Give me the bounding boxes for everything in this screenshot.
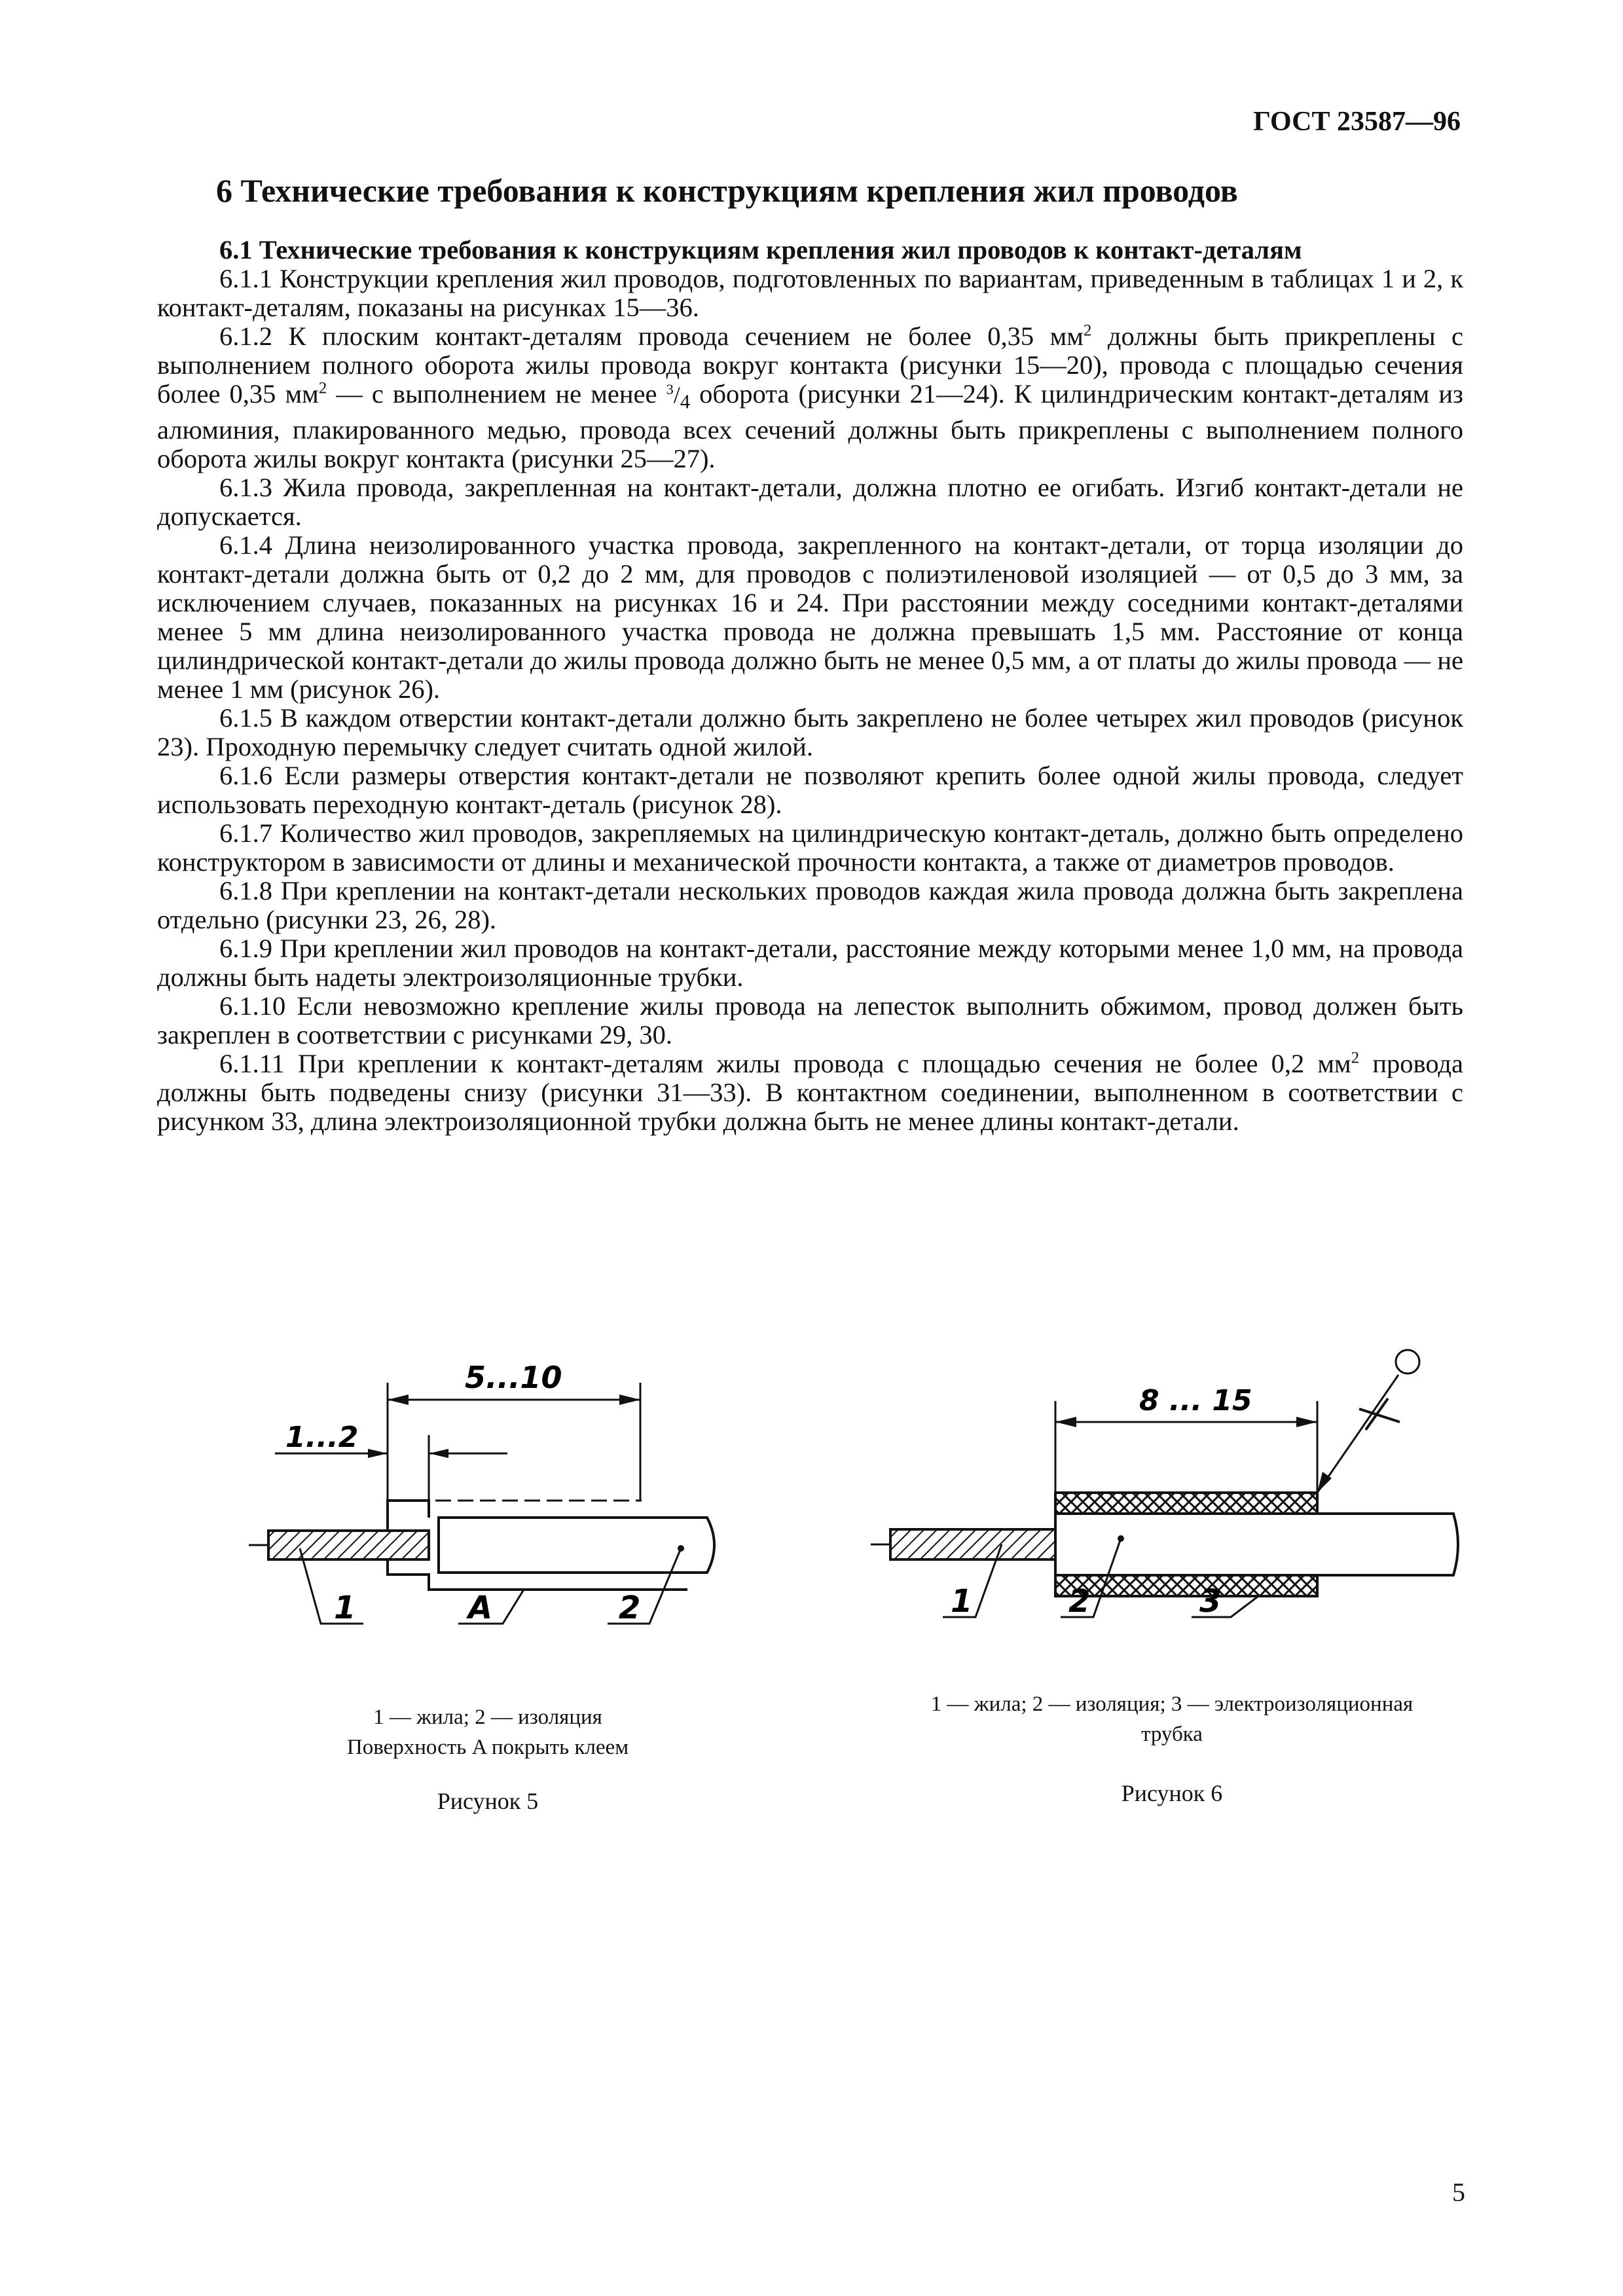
- paragraph-6-1-2: [157, 322, 1463, 473]
- wire-core: [890, 1529, 1055, 1559]
- leader-dot: [678, 1545, 684, 1552]
- subsection-title: 6.1 Технические требования к конструкциям крепления жил проводов к контакт-деталям: [219, 235, 1302, 264]
- arrowhead: [1055, 1417, 1076, 1427]
- text-span: 6.1.11 При креплении к контакт-деталям жилы провода с площадью сечения не более 0,2 мм: [219, 1049, 1351, 1079]
- figure-5-label-2: 2: [619, 1590, 641, 1626]
- text-span: провода должны быть подведены снизу (рисунки 31—33). В контактном соединении, выполненном в соответствии с рисунком 33, длина электроизоляционной трубки должна быть не менее длины контакт-детали.: [157, 1049, 1464, 1137]
- figure-5-drawing: [249, 1322, 759, 1689]
- section-title: 6 Технические требования к конструкциям крепления жил проводов: [216, 172, 1238, 209]
- dimension-label-top: 8 ... 15: [1139, 1384, 1252, 1417]
- arrowhead: [1296, 1417, 1317, 1427]
- figure-6-caption: [877, 1689, 1467, 1749]
- fraction-denominator: 4: [680, 390, 691, 413]
- arrowhead: [368, 1449, 388, 1458]
- page-number: 5: [1452, 2178, 1465, 2207]
- caption-line: 1 — жила; 2 — изоляция: [373, 1705, 602, 1729]
- wire-insulation: [1055, 1514, 1458, 1575]
- insulating-tube-bottom: [1055, 1575, 1317, 1596]
- mark-circle: [1396, 1350, 1419, 1374]
- superscript: 2: [1083, 321, 1092, 340]
- dimension-label-left: 1...2: [285, 1421, 359, 1454]
- arrowhead: [388, 1394, 409, 1405]
- text-span: оборота (рисунки 21—24). К цилиндрическим контакт-деталям из алюминия, плакированного медью, провода всех сечений должны быть прикреплены с выполнением полного оборота жилы вокруг контакта (рисунки 25—27).: [157, 379, 1463, 474]
- figure-6-drawing: [871, 1349, 1486, 1689]
- superscript: 2: [1351, 1049, 1360, 1067]
- paragraph-6-1-9: 6.1.9 При креплении жил проводов на контакт-детали, расстояние между которыми менее 1,0 мм, на провода должны быть надеты электроизоляционные трубки.: [157, 934, 1463, 993]
- text-span: — с выполнением не менее: [327, 379, 666, 409]
- paragraph-6-1-8: 6.1.8 При креплении на контакт-детали нескольких проводов каждая жила провода должна быть закреплена отдельно (рисунки 23, 26, 28).: [157, 876, 1463, 935]
- caption-line: трубка: [1141, 1722, 1203, 1746]
- contact-step: [388, 1501, 429, 1531]
- figure-6-title: Рисунок 6: [1121, 1780, 1223, 1806]
- superscript: 2: [318, 379, 327, 397]
- document-number: ГОСТ 23587—96: [1253, 107, 1461, 137]
- wire-insulation: [439, 1518, 714, 1573]
- insulating-tube-top: [1055, 1493, 1317, 1514]
- paragraph-6-1-1: 6.1.1 Конструкции крепления жил проводов, подготовленных по вариантам, приведенным в таблицах 1 и 2, к контакт-деталям, показаны на рисунках 15—36.: [157, 264, 1463, 322]
- figure-6-label-2: 2: [1068, 1583, 1091, 1620]
- paragraph-6-1-10: 6.1.10 Если невозможно крепление жилы провода на лепесток выполнить обжимом, провод должен быть закреплен в соответствии с рисунками 29, 30.: [157, 991, 1463, 1050]
- fraction-numerator: 3: [666, 380, 674, 397]
- leader-dot: [1118, 1535, 1124, 1542]
- body-text: [157, 236, 1463, 1136]
- surface-a-line: [388, 1559, 687, 1590]
- figure-6-label-3: 3: [1199, 1583, 1222, 1620]
- paragraph-6-1-4: 6.1.4 Длина неизолированного участка провода, закрепленного на контакт-детали, от торца изоляции до контакт-детали должна быть от 0,2 до 2 мм, для проводов с полиэтиленовой изоляцией — от 0,5 до 3 мм, за исключением случаев, показанных на рисунках 16 и 24. При расстоянии между соседними контакт-деталями менее 5 мм длина неизолированного участка провода не должна превышать 1,5 мм. Расстояние от конца цилиндрической контакт-детали до жилы провода должно быть не менее 0,5 мм, а от платы до жилы провода — не менее 1 мм (рисунок 26).: [157, 530, 1463, 704]
- fraction: $^3/_4$: [666, 380, 691, 413]
- mark-cross: [1366, 1398, 1388, 1430]
- paragraph-6-1-7: 6.1.7 Количество жил проводов, закрепляемых на цилиндрическую контакт-деталь, должно быть определено конструктором в зависимости от длины и механической прочности контакта, а также от диаметров проводов.: [157, 818, 1463, 877]
- figure-5-caption: [275, 1702, 701, 1762]
- wire-core: [268, 1531, 429, 1559]
- arrowhead: [429, 1449, 448, 1458]
- paragraph-6-1-3: 6.1.3 Жила провода, закрепленная на контакт-детали, должна плотно ее огибать. Изгиб контакт-детали не допускается.: [157, 473, 1463, 532]
- caption-line: Поверхность A покрыть клеем: [346, 1736, 629, 1759]
- figure-5-label-1: 1: [334, 1590, 356, 1626]
- figure-6-label-1: 1: [951, 1583, 973, 1620]
- paragraph-6-1-5: 6.1.5 В каждом отверстии контакт-детали должно быть закреплено не более четырех жил проводов (рисунок 23). Проходную перемычку следует считать одной жилой.: [157, 703, 1463, 762]
- arrowhead: [619, 1394, 640, 1405]
- figure-5-label-a: A: [468, 1590, 493, 1626]
- dimension-label-top: 5...10: [465, 1360, 562, 1395]
- figure-5-title: Рисунок 5: [437, 1788, 539, 1814]
- paragraph-6-1-11: [157, 1049, 1463, 1136]
- caption-line: 1 — жила; 2 — изоляция; 3 — электроизоляционная: [930, 1692, 1413, 1716]
- text-span: 6.1.2 К плоским контакт-деталям провода сечением не более 0,35 мм: [219, 321, 1084, 351]
- text-span: должны быть прикреплены с выполнением полного оборота жилы провода вокруг контакта (рисунки 15—20), провода с площадью сечения более 0,35 мм: [157, 321, 1463, 409]
- paragraph-6-1-6: 6.1.6 Если размеры отверстия контакт-детали не позволяют крепить более одной жилы провода, следует использовать переходную контакт-деталь (рисунок 28).: [157, 761, 1463, 820]
- mark-leader: [1317, 1375, 1398, 1493]
